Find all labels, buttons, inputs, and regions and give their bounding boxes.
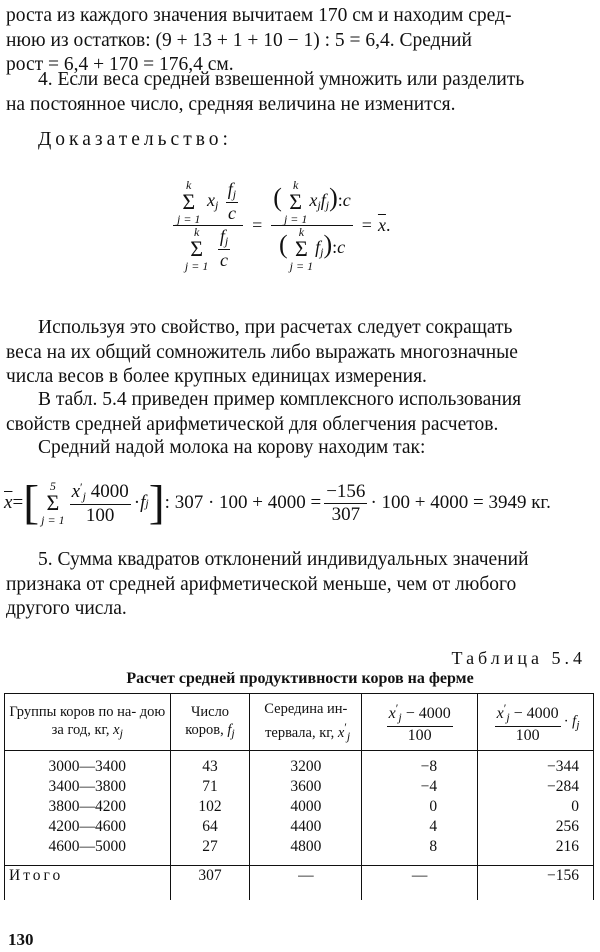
cell-dev: −4 [420,778,438,795]
text-line: на постоянное число, средняя величина не изменится. [6,93,456,115]
cell-mid: 4400 [290,818,322,835]
formula-const: 4000 [90,480,129,502]
column-midpoint [250,751,362,866]
paragraph-property-5 [6,548,594,622]
cell-total-prod: −156 [478,866,594,901]
cell-prod: −344 [547,758,579,775]
text-line: веса на их общий сомножитель либо выражать многозначные [6,341,518,363]
text-line: другого числа. [6,598,127,619]
cell-group: 4600—5000 [48,838,127,855]
paragraph-usage [6,316,594,390]
text-line: свойств средней арифметической для облегчения расчетов. [6,413,499,435]
text-line: признака от средней арифметической меньше, чем от любого [6,573,517,595]
cell-mid: 4800 [290,838,322,855]
paragraph-milk-yield: Средний надой молока на корову находим так: [38,437,426,458]
text-line: 4. Если веса средней взвешенной умножить или разделить [38,69,525,90]
formula-left-fraction: k Σ j = 1 $x_j$ $\frac{f_j}{c}$ k Σ j = 1 $\frac{f_j}{c}$ [173,179,243,272]
formula-addend: 4000 [267,492,306,513]
cell-total-mid: — [250,866,362,901]
header-deviation: $\frac{x'_j - 4000}{100}$ [362,694,478,751]
table-caption: Расчет средней продуктивности коров на ферме [126,670,474,687]
cell-group: 3800—4200 [48,798,127,815]
cell-count: 27 [202,838,218,855]
cell-group: 3400—3800 [48,778,127,795]
header-groups: Группы коров по на- дою за год, кг, $x_j$ [5,694,171,751]
cell-prod: 0 [571,798,579,815]
text-line: роста из каждого значения вычитаем 170 см и находим сред- [6,5,512,26]
cell-prod: 256 [555,818,579,835]
cell-mid: 4000 [290,798,322,815]
formula-multiplier: 100 [219,492,248,513]
text-line: рост = 6,4 + 170 = 176,4 см. [6,54,234,75]
column-product [478,751,594,866]
formula-weight-scaling: k Σ j = 1 $x_j$ $\frac{f_j}{c}$ k Σ j = 1 $\frac{f_j}{c}$ = ( k Σ j = 1 $x_jf_j):c$ ( k Σ j = 1 $f_j):c$ = $\overline{x}$ . [170,160,450,290]
formula-denominator: 100 [85,504,115,526]
cell-count: 43 [202,758,218,775]
text-line: В табл. 5.4 приведен пример комплексного использования [38,389,522,410]
cell-dev: 0 [429,798,438,815]
formula-mean-milk-yield: $\overline{x}$ = [ 5 Σ j = 1 $\frac{x'_j 4000}{100}$ · f j ] : 307 · 100 + 4000 = $\frac{-156}{307}$ · 100 + 4000 = 3949 кг. [4,476,551,529]
column-deviation [362,751,478,866]
proof-heading: Доказательство: [38,129,232,150]
formula-result: 3949 кг. [488,492,551,513]
formula-right-fraction: ( k Σ j = 1 $x_jf_j):c$ ( k Σ j = 1 $f_j):c$ [273,177,351,273]
cell-count: 71 [202,778,218,795]
page-number: 130 [8,930,34,949]
text-line: нюю из остатков: (9 + 13 + 1 + 10 − 1) : 5 = 6,4. Средний [6,29,472,51]
cell-group: 3000—3400 [48,758,127,775]
column-count [170,751,250,866]
header-product: $\frac{x'_j - 4000}{100}$ · $f_j$ [478,694,594,751]
formula-frac-den: 307 [331,503,361,525]
cell-count: 64 [202,818,218,835]
cell-count: 102 [198,798,222,815]
header-midpoint: Середина ин- тервала, кг, $x'_j$ [250,694,362,751]
cell-group: 4200—4600 [48,818,127,835]
text-line: Используя это свойство, при расчетах следует сокращать [38,317,513,338]
header-count: Число коров, $f_j$ [170,694,250,751]
column-groups [5,751,171,866]
cell-mid: 3600 [290,778,322,795]
paragraph-property-4 [6,68,594,117]
paragraph-table-ref [6,388,594,437]
cell-dev: 4 [429,818,438,835]
table-label: Таблица 5.4 [451,648,586,668]
cell-prod: −284 [547,778,579,795]
cell-total-label: Итого [5,866,171,901]
cell-dev: 8 [429,838,438,855]
table-row-total [5,866,594,901]
text-line: 5. Сумма квадратов отклонений индивидуальных значений [38,549,529,570]
cell-total-dev: — [362,866,478,901]
productivity-table [4,693,594,900]
cell-mid: 3200 [290,758,322,775]
cell-dev: −8 [420,758,438,775]
text-line: числа весов в более крупных единицах измерения. [6,366,427,387]
cell-prod: 216 [555,838,579,855]
formula-divisor: 307 [174,492,204,513]
cell-total-count: 307 [170,866,250,901]
paragraph-mean-height [6,4,594,78]
formula-frac-num: −156 [326,480,366,502]
